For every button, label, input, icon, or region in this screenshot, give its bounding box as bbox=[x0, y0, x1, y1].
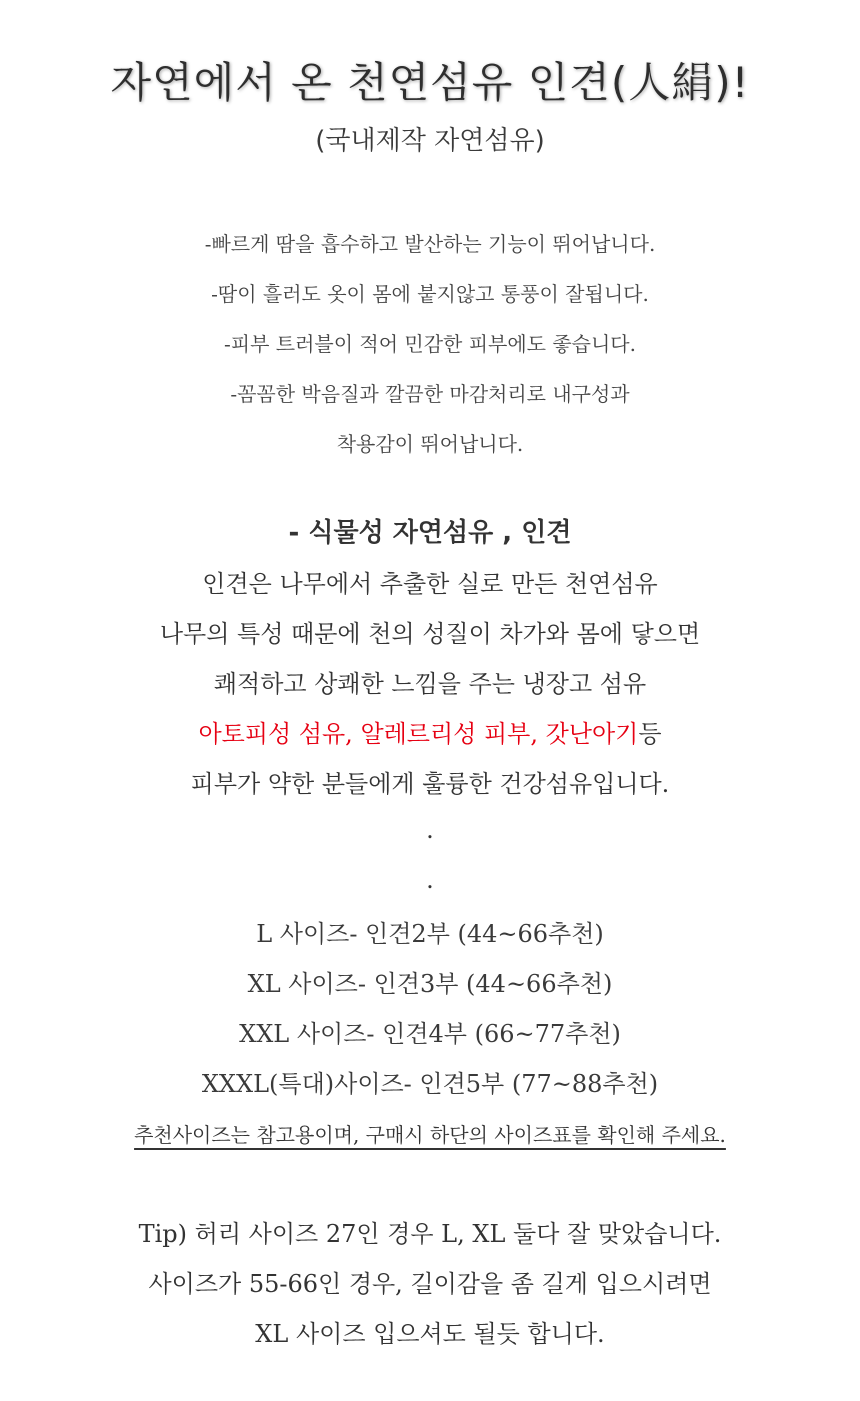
separator-dot-2: . bbox=[426, 866, 434, 894]
fiber-description-line-1: 인견은 나무에서 추출한 실로 만든 천연섬유 bbox=[202, 570, 658, 598]
size-note-text: 추천사이즈는 참고용이며, 구매시 하단의 사이즈표를 확인해 주세요. bbox=[134, 1123, 726, 1147]
page-title: 자연에서 온 천연섬유 인견(人絹)! bbox=[110, 58, 750, 107]
tip-line-1: Tip) 허리 사이즈 27인 경우 L, XL 둘다 잘 맞았습니다. bbox=[138, 1220, 722, 1248]
feature-line-5: 착용감이 뛰어납니다. bbox=[336, 432, 524, 456]
feature-line-4: -꼼꼼한 박음질과 깔끔한 마감처리로 내구성과 bbox=[230, 382, 630, 406]
size-line-xl: XL 사이즈- 인견3부 (44~66추천) bbox=[247, 970, 613, 998]
section-heading: - 식물성 자연섬유 , 인견 bbox=[288, 518, 572, 548]
fiber-highlight-line bbox=[0, 714, 860, 749]
page-subtitle: (국내제작 자연섬유) bbox=[315, 126, 545, 156]
tip-line-2: 사이즈가 55-66인 경우, 길이감을 좀 길게 입으시려면 bbox=[148, 1270, 712, 1298]
separator-dot-1: . bbox=[426, 816, 434, 844]
size-line-l: L 사이즈- 인견2부 (44~66추천) bbox=[256, 920, 604, 948]
tip-line-3: XL 사이즈 입으셔도 될듯 합니다. bbox=[255, 1320, 605, 1348]
highlight-red-text: 아토피성 섬유, 알레르리성 피부, 갓난아기 bbox=[198, 720, 639, 748]
feature-line-2: -땀이 흘러도 옷이 몸에 붙지않고 통풍이 잘됩니다. bbox=[211, 282, 649, 306]
size-note bbox=[0, 1119, 860, 1148]
fiber-closing-line: 피부가 약한 분들에게 훌륭한 건강섬유입니다. bbox=[190, 770, 670, 798]
fiber-description-line-3: 쾌적하고 상쾌한 느낌을 주는 냉장고 섬유 bbox=[213, 670, 647, 698]
feature-line-3: -피부 트러블이 적어 민감한 피부에도 좋습니다. bbox=[224, 332, 636, 356]
highlight-suffix-text: 등 bbox=[638, 720, 662, 748]
fiber-description-line-2: 나무의 특성 때문에 천의 성질이 차가와 몸에 닿으면 bbox=[159, 620, 701, 648]
size-line-xxxl: XXXL(특대)사이즈- 인견5부 (77~88추천) bbox=[201, 1070, 659, 1098]
feature-line-1: -빠르게 땀을 흡수하고 발산하는 기능이 뛰어납니다. bbox=[204, 232, 656, 256]
size-line-xxl: XXL 사이즈- 인견4부 (66~77추천) bbox=[239, 1020, 621, 1048]
